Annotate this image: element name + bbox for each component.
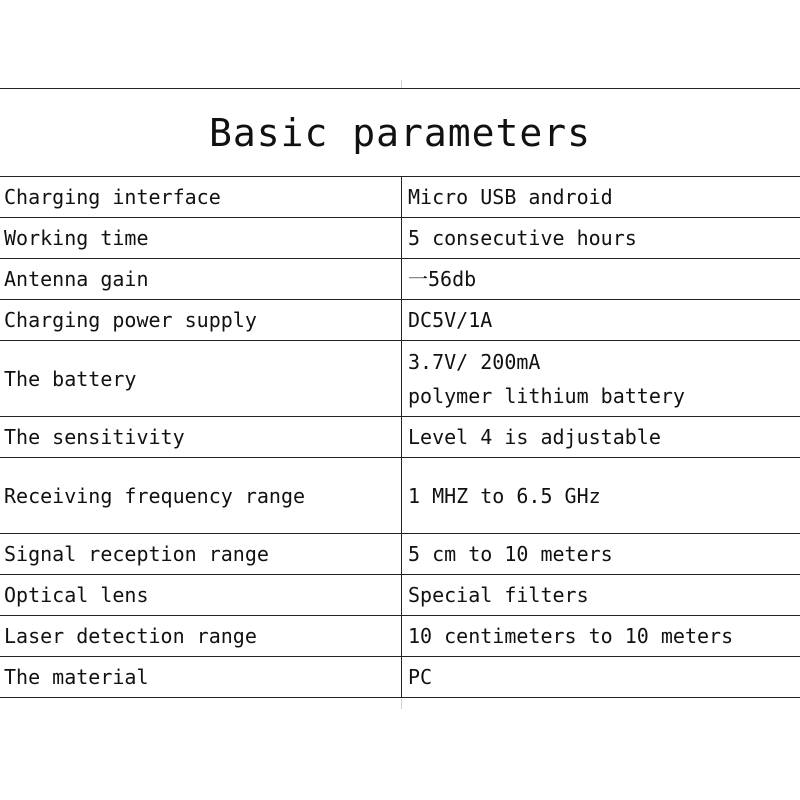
param-value-line: Micro USB android xyxy=(408,185,613,209)
table-row xyxy=(0,575,800,616)
table-row xyxy=(0,259,800,300)
table-row xyxy=(0,534,800,575)
param-label: Receiving frequency range xyxy=(0,458,402,533)
parameters-table xyxy=(0,88,800,698)
param-value xyxy=(402,218,800,258)
param-value-line: 3.7V/ 200mA xyxy=(408,349,541,374)
param-value-line: Special filters xyxy=(408,583,589,607)
param-label: The material xyxy=(0,657,402,697)
param-value xyxy=(402,259,800,299)
param-label: Laser detection range xyxy=(0,616,402,656)
param-value xyxy=(402,534,800,574)
table-row xyxy=(0,218,800,259)
param-value xyxy=(402,177,800,217)
table-row xyxy=(0,341,800,417)
param-value-line: 5 consecutive hours xyxy=(408,226,637,250)
param-value-line: 一56db xyxy=(408,267,477,291)
param-value-line: DC5V/1A xyxy=(408,308,493,332)
param-label: The sensitivity xyxy=(0,417,402,457)
column-divider-stub-bottom xyxy=(401,699,402,709)
param-label: The battery xyxy=(0,341,402,416)
param-value xyxy=(402,458,800,533)
table-row xyxy=(0,300,800,341)
param-label: Working time xyxy=(0,218,402,258)
param-value-line: PC xyxy=(408,665,433,689)
table-row xyxy=(0,657,800,698)
param-label: Optical lens xyxy=(0,575,402,615)
table-row xyxy=(0,177,800,218)
param-label: Antenna gain xyxy=(0,259,402,299)
column-divider-stub-top xyxy=(401,80,402,88)
table-title: Basic parameters xyxy=(0,89,800,177)
param-value xyxy=(402,616,800,656)
param-value xyxy=(402,300,800,340)
param-value-line: 5 cm to 10 meters xyxy=(408,542,613,566)
param-value xyxy=(402,417,800,457)
param-value xyxy=(402,341,800,416)
param-label: Signal reception range xyxy=(0,534,402,574)
param-value-line: polymer lithium battery xyxy=(408,383,685,408)
param-value-line: 10 centimeters to 10 meters xyxy=(408,624,734,648)
param-label: Charging interface xyxy=(0,177,402,217)
table-row xyxy=(0,417,800,458)
param-value xyxy=(402,575,800,615)
param-label: Charging power supply xyxy=(0,300,402,340)
table-row xyxy=(0,458,800,534)
table-row xyxy=(0,616,800,657)
param-value xyxy=(402,657,800,697)
param-value-line: 1 MHZ to 6.5 GHz xyxy=(408,483,601,508)
param-value-line: Level 4 is adjustable xyxy=(408,425,661,449)
